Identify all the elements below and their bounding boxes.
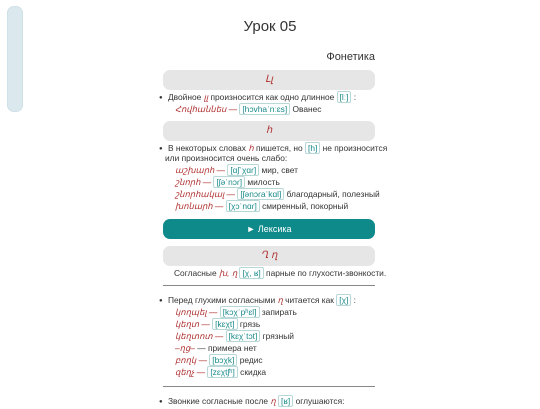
- divider: [163, 285, 375, 286]
- h-note-text2: пишется, но: [255, 143, 303, 153]
- voiceless-example-arm: կողպել —: [175, 307, 218, 317]
- voiceless-example-arm: զեղչ —: [175, 367, 206, 377]
- gh-note-text2: парные по глухости-звонкости.: [266, 268, 387, 278]
- section-heading: Фонетика: [326, 51, 375, 63]
- h-note-text1: В некоторых словах: [167, 143, 246, 153]
- voiceless-example-ru: редис: [239, 355, 263, 365]
- gh-note-ipa: [χ, ʁ]: [239, 267, 263, 279]
- voiceless-example-ru: скидка: [240, 367, 267, 377]
- voiceless-example-arm: –ղց–: [175, 343, 195, 353]
- voiceless-example-row: [175, 355, 263, 366]
- voiced-arm: ղ: [270, 396, 276, 406]
- h-note-text3: не произносится: [322, 143, 388, 153]
- h-note-arm: հ: [248, 143, 254, 153]
- voiceless-example-arm: կեղտոտ —: [175, 331, 224, 341]
- h-example-ru: благодарный, полезный: [286, 189, 380, 199]
- voiceless-ipa: [χ]: [336, 294, 351, 306]
- voiceless-example-arm: կեղտ —: [175, 319, 210, 329]
- h-note-cont: или произносится очень слабо:: [165, 153, 288, 163]
- letter-bar-gh: Ղ ղ: [163, 246, 375, 266]
- h-example-arm: շնորհակալ —: [175, 189, 236, 199]
- ll-note-ipa: [lː]: [337, 91, 352, 103]
- ll-note-arm: լլ: [203, 92, 209, 102]
- lexika-button[interactable]: ► Лексика: [163, 219, 375, 239]
- voiced-ipa: [ʁ]: [278, 395, 293, 407]
- h-example-ipa: [ʃənɔɾaˈkɑl]: [237, 188, 284, 200]
- voiceless-example-ru: — примера нет: [197, 343, 257, 353]
- h-example-row: [175, 201, 348, 212]
- letter-bar-ll: Լլ: [163, 70, 375, 90]
- gh-note-text1: Согласные: [174, 268, 217, 278]
- ll-note-text1: Двойное: [167, 92, 202, 102]
- voiceless-example-row: [175, 331, 294, 342]
- ll-example-ipa: [hɔvhaˈnːɛs]: [239, 103, 290, 115]
- h-note-ipa: [h]: [305, 142, 320, 154]
- h-example-arm: խոնարհ —: [175, 201, 224, 211]
- voiceless-example-ru: грязь: [239, 319, 261, 329]
- h-example-ru: смиренный, покорный: [262, 201, 349, 211]
- ll-note-tail: :: [353, 92, 357, 102]
- h-example-row: [175, 165, 298, 176]
- h-example-ipa: [χɔˈnɑɾ]: [226, 200, 260, 212]
- voiced-text1: Звонкие согласные после: [167, 396, 269, 406]
- h-example-row: [175, 189, 380, 200]
- ll-example-ru: Ованес: [292, 104, 322, 114]
- voiceless-example-ipa: [kɔχˈpʰɛl]: [220, 306, 260, 318]
- divider: [163, 386, 375, 387]
- ll-example: [175, 104, 321, 115]
- voiceless-text1: Перед глухими согласными: [167, 295, 276, 305]
- h-example-ru: милость: [247, 177, 280, 187]
- letter-bar-h: հ: [163, 121, 375, 141]
- h-example-ipa: [ʃəˈnɔɾ]: [213, 176, 245, 188]
- h-example-ru: мир, свет: [261, 165, 299, 175]
- gh-note-arm: խ, ղ: [218, 268, 238, 278]
- h-example-ipa: [ɑʃˈχɑɾ]: [227, 164, 259, 176]
- h-example-arm: աշխարհ —: [175, 165, 226, 175]
- ll-example-arm: Հովհաննես —: [175, 104, 238, 114]
- page-title: Урок 05: [243, 18, 297, 35]
- voiced-text2: оглушаются:: [295, 396, 345, 406]
- voiceless-example-ipa: [zɛχtʃʰ]: [207, 366, 237, 378]
- voiceless-tail: :: [353, 295, 356, 305]
- voiceless-example-row: [175, 367, 266, 378]
- h-example-row: [175, 177, 280, 188]
- voiceless-example-ipa: [kɛχˈtɔt]: [226, 330, 261, 342]
- voiced-note: [159, 396, 344, 409]
- voiceless-example-row: [175, 319, 260, 330]
- ll-note-text2: произносится как одно длинное: [210, 92, 335, 102]
- voiceless-example-ipa: [kɛχt]: [212, 318, 237, 330]
- voiceless-text2: читается как: [285, 295, 334, 305]
- voiceless-example-ru: запирать: [261, 307, 297, 317]
- voiceless-example-ipa: [bɔχk]: [209, 354, 237, 366]
- h-example-arm: շնորհ —: [175, 177, 212, 187]
- voiceless-example-row: [175, 307, 297, 318]
- voiceless-example-arm: բողկ —: [175, 355, 207, 365]
- voiceless-example-ru: грязный: [262, 331, 294, 341]
- gh-note: [174, 268, 386, 279]
- voiceless-example-row: [175, 343, 257, 354]
- voiceless-arm: ղ: [277, 295, 283, 305]
